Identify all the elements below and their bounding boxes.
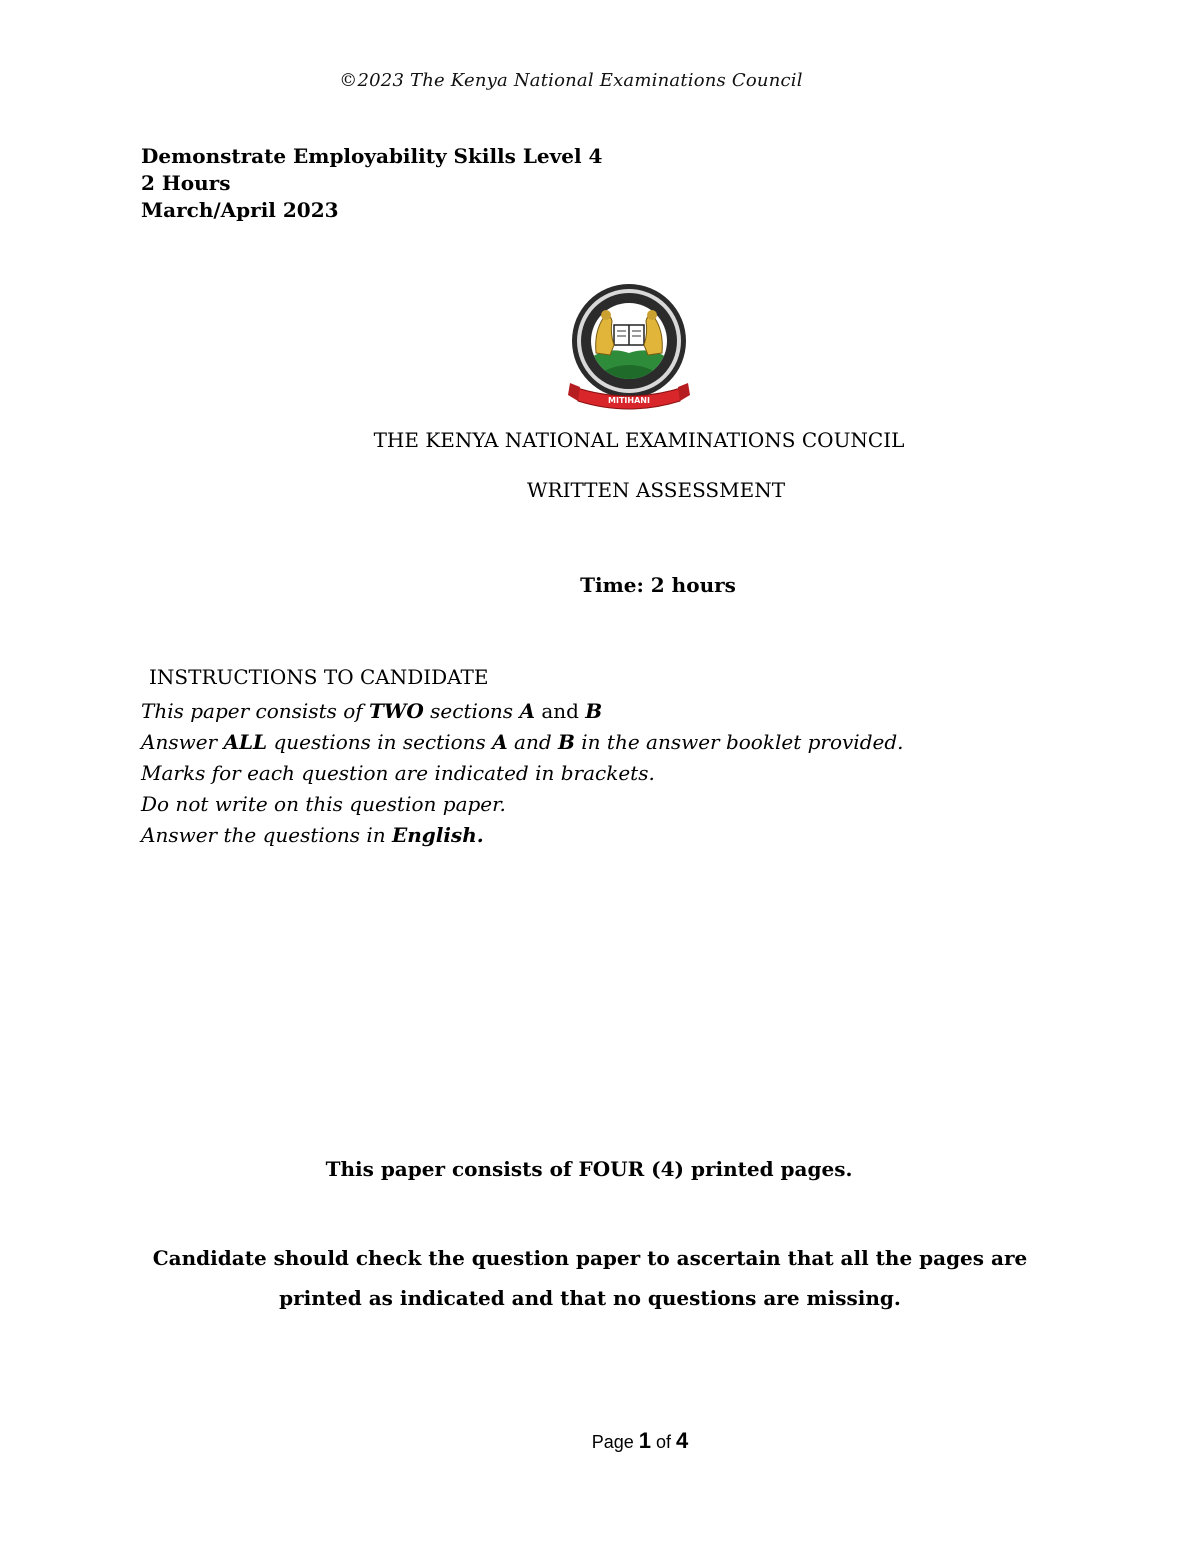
exam-session: March/April 2023 bbox=[141, 198, 339, 222]
instruction-emphasis: TWO bbox=[369, 699, 424, 723]
instruction-emphasis: English. bbox=[391, 823, 484, 847]
page-current: 1 bbox=[638, 1428, 651, 1453]
instruction-line bbox=[141, 758, 904, 789]
instruction-emphasis: B bbox=[585, 699, 603, 723]
instruction-emphasis: ALL bbox=[223, 730, 268, 754]
instruction-emphasis: A bbox=[492, 730, 508, 754]
instruction-line bbox=[141, 789, 904, 820]
instruction-text: questions in sections bbox=[267, 730, 493, 754]
instruction-line bbox=[141, 727, 904, 758]
course-title: Demonstrate Employability Skills Level 4 bbox=[141, 144, 603, 168]
knec-seal-icon bbox=[566, 283, 692, 415]
assessment-title: WRITTEN ASSESSMENT bbox=[526, 478, 786, 502]
instruction-emphasis: B bbox=[558, 730, 575, 754]
instruction-text: Marks for each question are indicated in brackets. bbox=[141, 761, 655, 785]
check-note: Candidate should check the question paper to ascertain that all the pages are printed as indicated and that no questions are missing. bbox=[152, 1246, 1028, 1310]
instruction-line bbox=[141, 820, 904, 851]
instructions-heading: INSTRUCTIONS TO CANDIDATE bbox=[149, 665, 489, 689]
exam-meta bbox=[141, 143, 602, 224]
instruction-emphasis: A bbox=[519, 699, 535, 723]
page-footer bbox=[0, 1428, 1200, 1454]
logo-motto: MITIHANI bbox=[608, 396, 650, 405]
page-total: 4 bbox=[676, 1428, 689, 1453]
council-title: THE KENYA NATIONAL EXAMINATIONS COUNCIL bbox=[373, 428, 905, 452]
instruction-text: in the answer booklet provided. bbox=[574, 730, 904, 754]
of-word: of bbox=[656, 1432, 672, 1452]
instruction-text: and bbox=[507, 730, 559, 754]
copyright-header: ©2023 The Kenya National Examinations Council bbox=[339, 70, 803, 91]
instruction-text: Answer bbox=[141, 730, 224, 754]
instruction-line bbox=[141, 696, 904, 727]
instruction-text: This paper consists of bbox=[141, 699, 370, 723]
instructions-list bbox=[141, 696, 904, 851]
knec-logo bbox=[566, 283, 692, 415]
instruction-text: sections bbox=[423, 699, 520, 723]
instruction-text: and bbox=[534, 699, 586, 723]
pages-note: This paper consists of FOUR (4) printed pages. bbox=[325, 1157, 853, 1181]
instruction-text: Do not write on this question paper. bbox=[141, 792, 506, 816]
instruction-text: Answer the questions in bbox=[141, 823, 392, 847]
exam-time: Time: 2 hours bbox=[580, 573, 736, 597]
exam-duration: 2 Hours bbox=[141, 171, 231, 195]
page-word: Page bbox=[591, 1432, 634, 1452]
